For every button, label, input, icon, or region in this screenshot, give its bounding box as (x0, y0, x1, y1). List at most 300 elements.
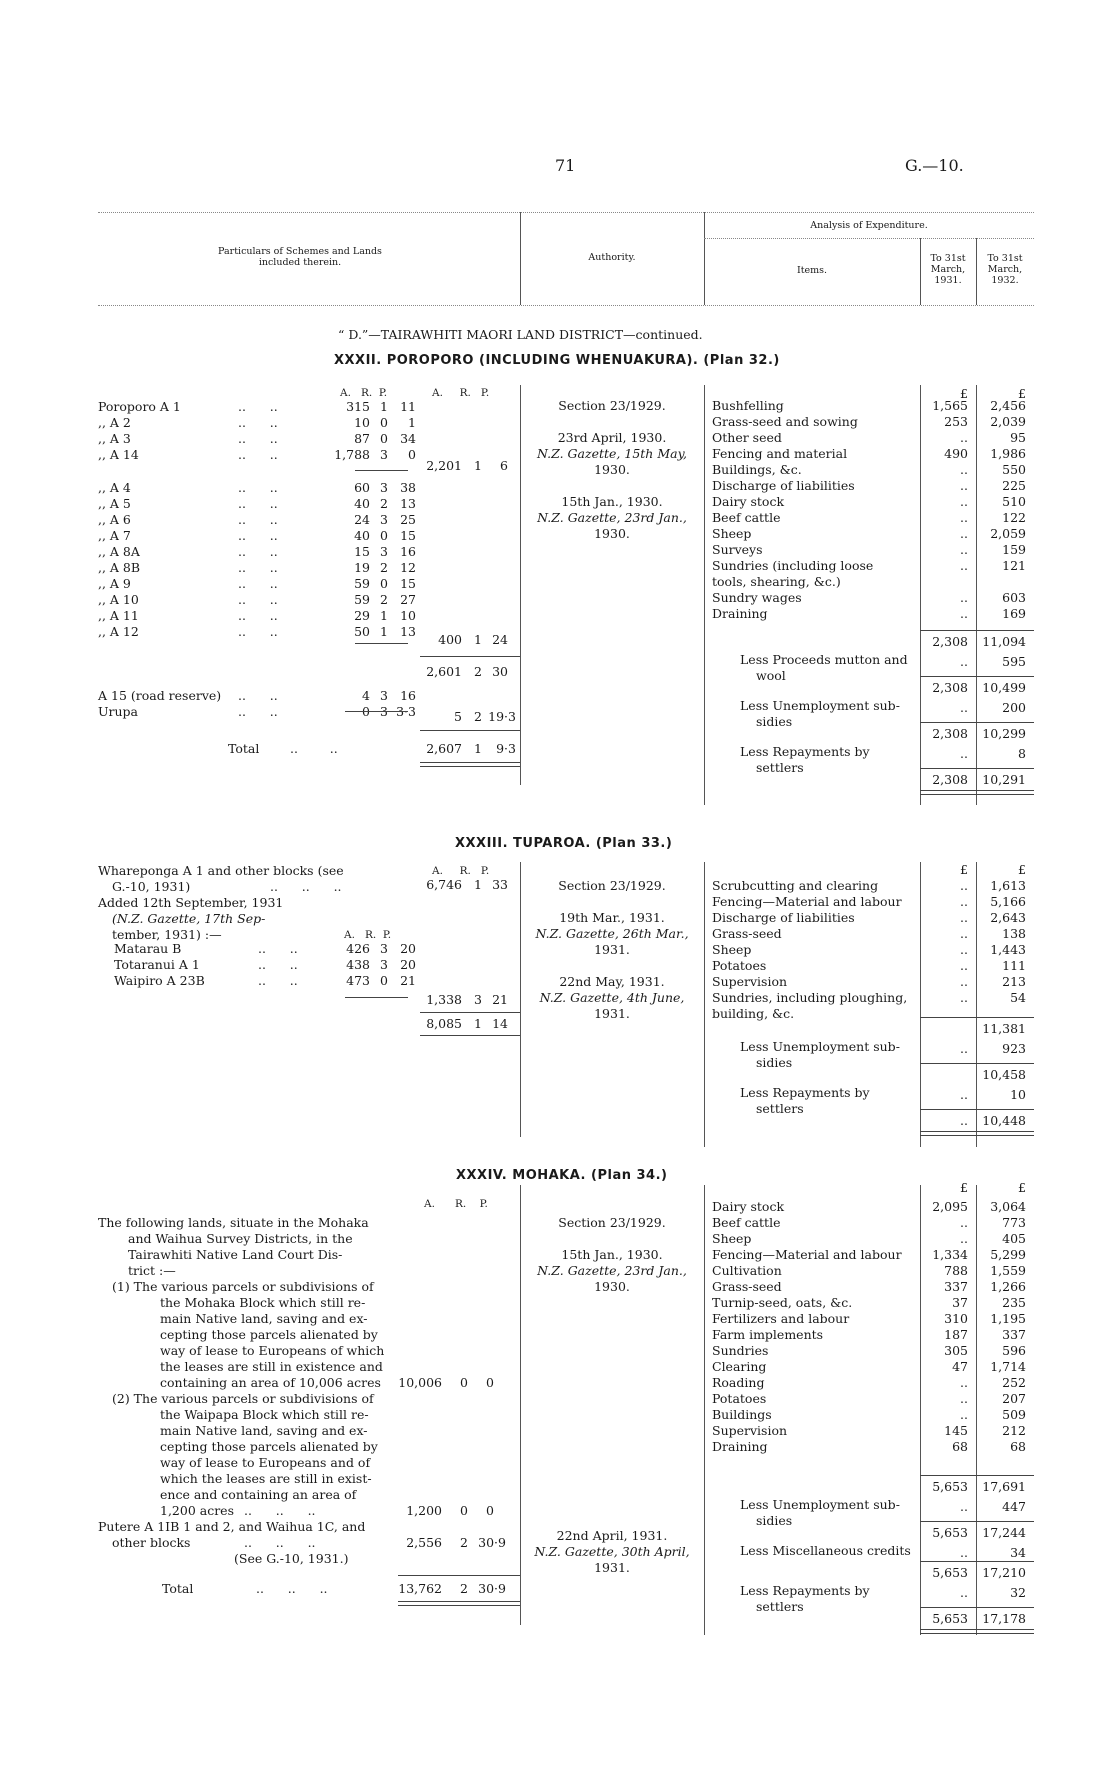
area-acres: 60 (354, 480, 370, 495)
amount-1931: .. (960, 510, 968, 525)
less-label: Less Repayments by (740, 1085, 870, 1100)
amount-1931: 337 (944, 1279, 968, 1294)
analysis-header: Analysis of Expenditure. (810, 220, 928, 231)
s33-first-area (420, 877, 520, 893)
section-34-title: XXXIV. MOHAKA. (Plan 34.) (456, 1168, 668, 1183)
authority-line: 1931. (594, 1560, 630, 1575)
s34-authority-2 (520, 1528, 704, 1576)
land-name: ,, A 11 (98, 608, 139, 623)
amount-1931: .. (960, 958, 968, 973)
desc-line: Added 12th September, 1931 (98, 895, 284, 910)
less-label: Less Repayments by (740, 744, 870, 759)
amount-1932: 159 (1002, 542, 1026, 557)
land-area (330, 447, 416, 463)
amount-1932: 2,059 (990, 526, 1026, 541)
perches-head: P. (479, 1198, 488, 1210)
particulars-line2: included therein. (258, 257, 342, 268)
leader-dots: .. .. (238, 399, 278, 414)
less-label-cont: wool (756, 668, 786, 683)
expense-item: Bushfelling (712, 398, 784, 413)
area-perches: 21 (492, 992, 508, 1007)
expense-item: Fencing and material (712, 446, 848, 461)
area-roods: 0 (460, 1503, 468, 1518)
amount-1932: 68 (1010, 1439, 1026, 1454)
section-33-title: XXXIII. TUPAROA. (Plan 33.) (455, 836, 673, 851)
amount-1932: 11,094 (982, 634, 1026, 649)
amount-1932: 212 (1002, 1423, 1026, 1438)
amount-1931: 253 (944, 414, 968, 429)
area-roods: 0 (380, 576, 388, 591)
area-acres: 438 (346, 957, 370, 972)
rule-line (920, 1109, 1034, 1110)
col1932-l3: 1932. (991, 275, 1019, 286)
amount-1931: 68 (952, 1439, 968, 1454)
amount-1932: 2,456 (990, 398, 1026, 413)
amount-1932: 1,613 (990, 878, 1026, 893)
authority-line: N.Z. Gazette, 26th Mar., (535, 926, 689, 941)
desc-line: 1,200 acres (160, 1503, 234, 1518)
amount-1932: 235 (1002, 1295, 1026, 1310)
land-area (330, 957, 416, 973)
land-area (330, 431, 416, 447)
area-acres: 40 (354, 496, 370, 511)
area-acres: 8,085 (426, 1016, 462, 1031)
area-roods: 1 (474, 632, 482, 647)
s34-dots-b: .. .. .. (244, 1535, 316, 1550)
rule-line (920, 1017, 1034, 1018)
rule-line (920, 1135, 1034, 1136)
authority-line: N.Z. Gazette, 23rd Jan., (537, 510, 687, 525)
s33-authority (520, 878, 704, 1022)
area-perches: 0 (486, 1375, 494, 1390)
area-perches: 16 (400, 544, 416, 559)
amount-1932: 2,039 (990, 414, 1026, 429)
col1931-l2: March, (930, 264, 966, 275)
amount-1932: 17,691 (982, 1479, 1026, 1494)
land-name: ,, A 10 (98, 592, 139, 607)
land-area (330, 560, 416, 576)
expense-item: Grass-seed (712, 926, 782, 941)
desc-line: (1) The various parcels or subdivisions of (112, 1279, 374, 1294)
desc-line: the Mohaka Block which still re- (160, 1295, 366, 1310)
s34-area-3 (398, 1535, 520, 1551)
less-label: Less Repayments by (740, 1583, 870, 1598)
rule-line (920, 768, 1034, 769)
expense-item: Sundries, including ploughing, (712, 990, 908, 1005)
s34-area-1 (398, 1375, 520, 1391)
s34-area-2 (398, 1503, 520, 1519)
amount-1931: .. (960, 700, 968, 715)
land-area (330, 415, 416, 431)
area-roods: 1 (380, 399, 388, 414)
amount-1932: 337 (1002, 1327, 1026, 1342)
s32-authority (520, 398, 704, 542)
desc-line: way of lease to Europeans of which (160, 1343, 385, 1358)
desc-line: Tairawhiti Native Land Court Dis- (128, 1247, 343, 1262)
col1932-l1: To 31st (987, 253, 1023, 264)
land-name: ,, A 4 (98, 480, 131, 495)
authority-line: Section 23/1929. (558, 1215, 666, 1230)
area-acres: 0 (362, 704, 370, 719)
acres-head: A. (432, 387, 443, 399)
authority-line: N.Z. Gazette, 4th June, (539, 990, 685, 1005)
roods-head: R. (459, 865, 471, 877)
amount-1931: .. (960, 654, 968, 669)
amount-1931: .. (960, 942, 968, 957)
s33-arp-head-2 (344, 929, 391, 941)
leader-dots: .. .. (238, 528, 278, 543)
col-1931-header (920, 253, 976, 286)
area-roods: 2 (380, 560, 388, 575)
authority-line: N.Z. Gazette, 30th April, (534, 1544, 690, 1559)
area-perches: 20 (400, 957, 416, 972)
s34-dots-a: .. .. .. (244, 1503, 316, 1518)
area-acres: 4 (362, 688, 370, 703)
expense-item: Supervision (712, 1423, 788, 1438)
amount-1932: 10,299 (982, 726, 1026, 741)
leader-dots: .. .. (238, 704, 278, 719)
area-perches: 0 (486, 1503, 494, 1518)
amount-1931: 310 (944, 1311, 968, 1326)
expense-item: Sundries (712, 1343, 769, 1358)
s34-total-dots: .. .. .. (256, 1581, 328, 1596)
area-perches: 30·9 (478, 1535, 506, 1550)
amount-1931: .. (960, 1113, 968, 1128)
expense-item: Beef cattle (712, 510, 781, 525)
amount-1931: 2,308 (932, 726, 968, 741)
amount-1931: 187 (944, 1327, 968, 1342)
leader-dots: .. .. (258, 941, 298, 956)
expense-item: Potatoes (712, 1391, 767, 1406)
area-acres: 2,556 (406, 1535, 442, 1550)
expense-item: Turnip-seed, oats, &c. (712, 1295, 853, 1310)
area-roods: 2 (460, 1581, 468, 1596)
amount-1932: 17,244 (982, 1525, 1026, 1540)
amount-1932: 5,166 (990, 894, 1026, 909)
area-acres: 5 (454, 709, 462, 724)
amount-1931: .. (960, 478, 968, 493)
area-roods: 3 (380, 688, 388, 703)
desc-line: G.-10, 1931) (112, 879, 191, 894)
s34-pound-1932: £ (1018, 1180, 1026, 1195)
expense-item: Beef cattle (712, 1215, 781, 1230)
amount-1931: .. (960, 926, 968, 941)
authority-line: 22nd May, 1931. (559, 974, 665, 989)
area-perches: 6 (500, 458, 508, 473)
perches-head: P. (480, 387, 490, 399)
expense-item: Buildings (712, 1407, 772, 1422)
amount-1931: .. (960, 1391, 968, 1406)
area-perches: 27 (400, 592, 416, 607)
area-perches: 13 (400, 496, 416, 511)
area-perches: 21 (400, 973, 416, 988)
authority-line: 1931. (594, 1006, 630, 1021)
s33-dots-1: .. .. .. (270, 879, 342, 894)
desc-line: (See G.-10, 1931.) (234, 1551, 349, 1566)
expense-item: Clearing (712, 1359, 767, 1374)
amount-1931: 5,653 (932, 1565, 968, 1580)
desc-line: main Native land, saving and ex- (160, 1423, 368, 1438)
amount-1932: 10 (1010, 1087, 1026, 1102)
authority-line: 15th Jan., 1930. (561, 1247, 663, 1262)
amount-1931: .. (960, 894, 968, 909)
area-perches: 1 (408, 415, 416, 430)
land-name: Waipiro A 23B (114, 973, 205, 988)
expense-item: Buildings, &c. (712, 462, 802, 477)
less-label: Less Unemployment sub- (740, 1039, 900, 1054)
section-32-title: XXXII. POROPORO (INCLUDING WHENUAKURA). (Plan 32.) (334, 353, 780, 368)
desc-line: cepting those parcels alienated by (160, 1327, 378, 1342)
s34-arp-head (424, 1198, 488, 1210)
desc-line: The following lands, situate in the Mohaka (98, 1215, 369, 1230)
amount-1931: .. (960, 1585, 968, 1600)
amount-1932: 213 (1002, 974, 1026, 989)
area-roods: 3 (380, 512, 388, 527)
land-area (330, 576, 416, 592)
expense-item: Sundry wages (712, 590, 802, 605)
expense-item: Draining (712, 1439, 768, 1454)
roods-head: R. (459, 387, 471, 399)
area-roods: 3 (380, 447, 388, 462)
land-area (330, 608, 416, 624)
expense-item: Draining (712, 606, 768, 621)
acres-head: A. (340, 387, 351, 399)
leader-dots: .. .. (238, 480, 278, 495)
desc-line: main Native land, saving and ex- (160, 1311, 368, 1326)
rule-line (920, 790, 1034, 791)
land-area (330, 512, 416, 528)
area-roods: 1 (474, 741, 482, 756)
area-perches: 3·3 (396, 704, 416, 719)
area-roods: 2 (380, 496, 388, 511)
expense-item: Discharge of liabilities (712, 478, 855, 493)
area-acres: 40 (354, 528, 370, 543)
amount-1931: .. (960, 1375, 968, 1390)
authority-line: Section 23/1929. (558, 398, 666, 413)
amount-1931: 5,653 (932, 1525, 968, 1540)
s34-total-label: Total (162, 1581, 194, 1596)
land-name: ,, A 8B (98, 560, 141, 575)
area-roods: 0 (460, 1375, 468, 1390)
expense-item: Sundries (including loose (712, 558, 874, 573)
s33-subtotal (420, 992, 520, 1008)
expense-item: tools, shearing, &c.) (712, 574, 841, 589)
items-header: Items. (796, 265, 828, 276)
rule-line (920, 794, 1034, 795)
amount-1932: 5,299 (990, 1247, 1026, 1262)
area-acres: 50 (354, 624, 370, 639)
amount-1931: 1,334 (932, 1247, 968, 1262)
less-label-cont: settlers (756, 760, 804, 775)
roods-head: R. (454, 1198, 467, 1210)
authority-line: 15th Jan., 1930. (561, 494, 663, 509)
amount-1932: 10,458 (982, 1067, 1026, 1082)
leader-dots: .. .. (238, 560, 278, 575)
amount-1931: .. (960, 606, 968, 621)
expense-item: Potatoes (712, 958, 767, 973)
area-acres: 15 (354, 544, 370, 559)
area-roods: 3 (380, 480, 388, 495)
area-acres: 315 (346, 399, 370, 414)
amount-1932: 447 (1002, 1499, 1026, 1514)
amount-1932: 10,291 (982, 772, 1026, 787)
less-label-cont: settlers (756, 1599, 804, 1614)
leader-dots: .. .. (238, 447, 278, 462)
s32-subtotal-1 (420, 458, 520, 474)
rule-line (920, 1633, 1034, 1634)
expense-item: Cultivation (712, 1263, 782, 1278)
area-roods: 2 (380, 592, 388, 607)
amount-1931: 305 (944, 1343, 968, 1358)
s32-pound-1932: £ (1018, 386, 1026, 401)
area-perches: 33 (492, 877, 508, 892)
amount-1932: 200 (1002, 700, 1026, 715)
less-label-cont: sidies (756, 1513, 793, 1528)
land-name: ,, A 12 (98, 624, 139, 639)
land-name: Poroporo A 1 (98, 399, 181, 414)
expense-item: Discharge of liabilities (712, 910, 855, 925)
rule-line (920, 676, 1034, 677)
amount-1931: 2,095 (932, 1199, 968, 1214)
amount-1932: 169 (1002, 606, 1026, 621)
land-area (330, 480, 416, 496)
area-acres: 87 (354, 431, 370, 446)
s34-pound-1931: £ (960, 1180, 968, 1195)
rule-line (920, 1629, 1034, 1630)
amount-1931: 47 (952, 1359, 968, 1374)
area-acres: 59 (354, 576, 370, 591)
amount-1932: 32 (1010, 1585, 1026, 1600)
area-perches: 30·9 (478, 1581, 506, 1596)
land-name: ,, A 7 (98, 528, 131, 543)
amount-1932: 34 (1010, 1545, 1026, 1560)
desc-line: (N.Z. Gazette, 17th Sep- (112, 911, 266, 926)
amount-1931: .. (960, 494, 968, 509)
authority-line: 23rd April, 1930. (557, 430, 667, 445)
amount-1932: 1,559 (990, 1263, 1026, 1278)
expense-item: Sheep (712, 526, 752, 541)
leader-dots: .. .. (258, 957, 298, 972)
page-number: 71 (555, 156, 576, 175)
acres-head: A. (432, 865, 443, 877)
amount-1931: 788 (944, 1263, 968, 1278)
amount-1932: 1,195 (990, 1311, 1026, 1326)
amount-1931: .. (960, 910, 968, 925)
amount-1932: 54 (1010, 990, 1026, 1005)
authority-line: N.Z. Gazette, 15th May, (537, 446, 687, 461)
s33-pound-1931: £ (960, 862, 968, 877)
amount-1931: 2,308 (932, 772, 968, 787)
rule-line (920, 722, 1034, 723)
amount-1932: 1,714 (990, 1359, 1026, 1374)
amount-1931: .. (960, 1087, 968, 1102)
leader-dots: .. .. (238, 415, 278, 430)
area-roods: 3 (380, 544, 388, 559)
s33-pound-1932: £ (1018, 862, 1026, 877)
amount-1932: 603 (1002, 590, 1026, 605)
area-roods: 3 (474, 992, 482, 1007)
area-roods: 1 (474, 458, 482, 473)
area-roods: 0 (380, 431, 388, 446)
less-label: Less Miscellaneous credits (740, 1543, 911, 1558)
expense-item: Scrubcutting and clearing (712, 878, 879, 893)
amount-1932: 122 (1002, 510, 1026, 525)
amount-1932: 2,643 (990, 910, 1026, 925)
authority-line: 19th Mar., 1931. (559, 910, 665, 925)
district-heading: “ D.”—TAIRAWHITI MAORI LAND DISTRICT—continued. (338, 327, 703, 342)
s32-arp-head-2 (432, 387, 489, 399)
particulars-header (180, 246, 420, 268)
land-name: Totaranui A 1 (114, 957, 200, 972)
amount-1932: 595 (1002, 654, 1026, 669)
s34-total (398, 1581, 520, 1597)
expense-item: Sheep (712, 1231, 752, 1246)
amount-1932: 10,499 (982, 680, 1026, 695)
land-name: A 15 (road reserve) (98, 688, 222, 703)
amount-1931: .. (960, 1231, 968, 1246)
less-label-cont: sidies (756, 714, 793, 729)
area-perches: 12 (400, 560, 416, 575)
land-area (330, 624, 416, 640)
land-name: Urupa (98, 704, 139, 719)
area-acres: 2,601 (426, 664, 462, 679)
rule-line (920, 1063, 1034, 1064)
col1931-l1: To 31st (930, 253, 966, 264)
desc-line: the Waipapa Block which still re- (160, 1407, 369, 1422)
acres-head: A. (424, 1198, 435, 1210)
area-acres: 29 (354, 608, 370, 623)
desc-line: other blocks (112, 1535, 191, 1550)
expense-item: Dairy stock (712, 494, 785, 509)
less-label: Less Unemployment sub- (740, 698, 900, 713)
less-label-cont: sidies (756, 1055, 793, 1070)
land-area (330, 592, 416, 608)
leader-dots: .. .. (258, 973, 298, 988)
area-roods: 2 (460, 1535, 468, 1550)
amount-1932: 111 (1002, 958, 1026, 973)
amount-1932: 95 (1010, 430, 1026, 445)
less-label: Less Unemployment sub- (740, 1497, 900, 1512)
amount-1931: .. (960, 1407, 968, 1422)
authority-line: 22nd April, 1931. (556, 1528, 668, 1543)
leader-dots: .. .. (238, 512, 278, 527)
area-perches: 10 (400, 608, 416, 623)
amount-1932: 405 (1002, 1231, 1026, 1246)
amount-1931: .. (960, 974, 968, 989)
leader-dots: .. .. (238, 496, 278, 511)
s33-total (420, 1016, 520, 1032)
desc-line: the leases are still in existence and (160, 1359, 383, 1374)
land-name: ,, A 8A (98, 544, 140, 559)
roods-head: R. (360, 387, 373, 399)
desc-line: and Waihua Survey Districts, in the (128, 1231, 353, 1246)
amount-1931: 1,565 (932, 398, 968, 413)
leader-dots: .. .. (238, 431, 278, 446)
land-area (330, 941, 416, 957)
authority-line: N.Z. Gazette, 23rd Jan., (537, 1263, 687, 1278)
amount-1932: 1,266 (990, 1279, 1026, 1294)
area-perches: 15 (400, 528, 416, 543)
area-acres: 400 (438, 632, 462, 647)
less-label-cont: settlers (756, 1101, 804, 1116)
land-name: ,, A 6 (98, 512, 131, 527)
area-roods: 1 (380, 624, 388, 639)
s32-total (420, 741, 520, 757)
desc-line: (2) The various parcels or subdivisions of (112, 1391, 374, 1406)
amount-1932: 773 (1002, 1215, 1026, 1230)
amount-1932: 550 (1002, 462, 1026, 477)
s32-subtotal-3 (420, 664, 520, 680)
